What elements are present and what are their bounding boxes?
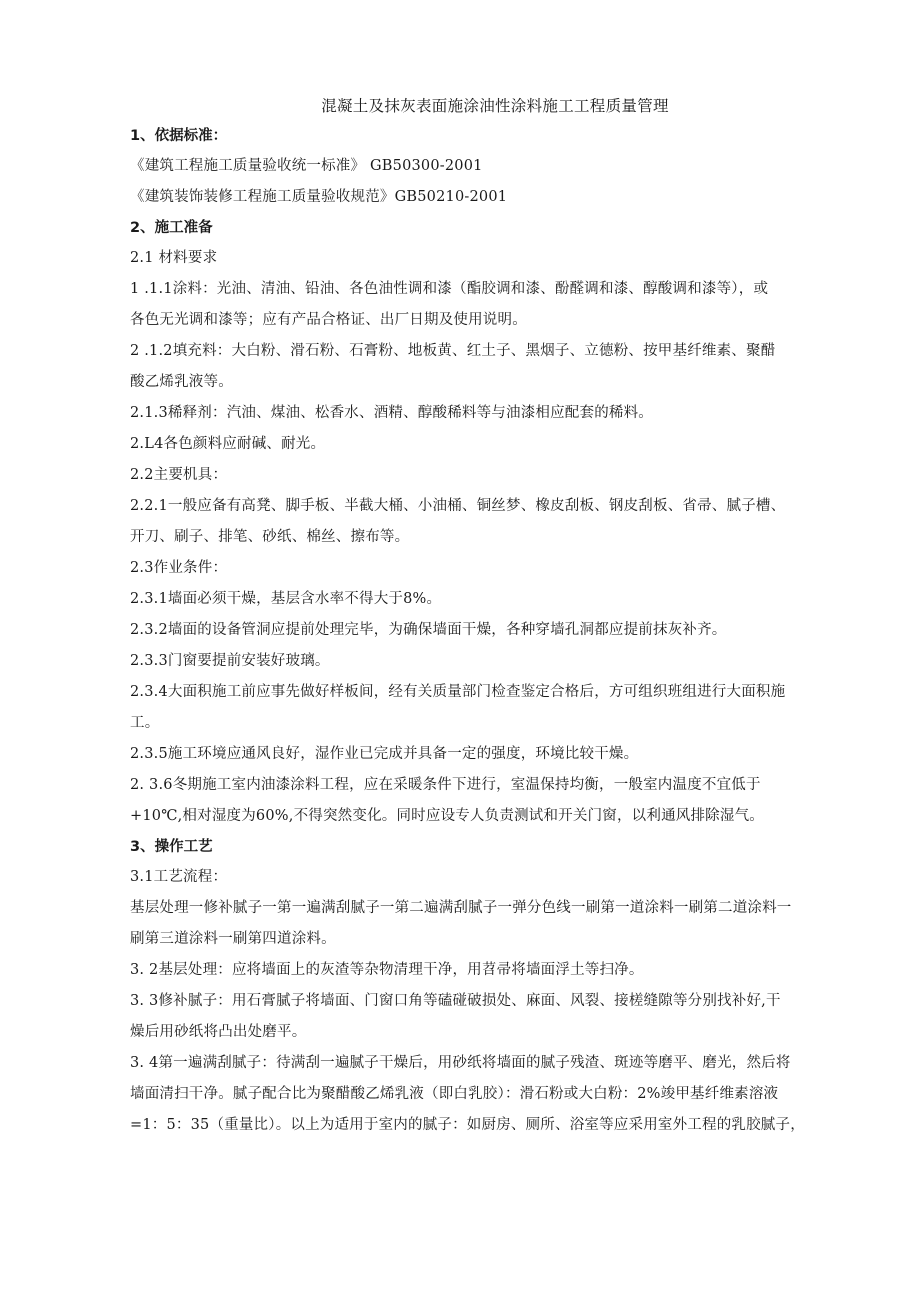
section-3-heading: 3、操作工艺 [130,839,213,855]
paragraph: 2.1.3稀释剂：汽油、煤油、松香水、酒精、醇酸稀料等与油漆相应配套的稀料。 [130,405,653,421]
document-page [130,96,830,1146]
paragraph: 1 .1.1涂料：光油、清油、铅油、各色油性调和漆（酯胶调和漆、酚醛调和漆、醇酸调和漆等），或 各色无光调和漆等；应有产品合格证、出厂日期及使用说明。 [130,281,769,328]
paragraph: 3. 3修补腻子：用石膏腻子将墙面、门窗口角等磕碰破损处、麻面、风裂、接槎缝隙等分别找补好,干 燥后用砂纸将凸出处磨平。 [130,993,781,1040]
paragraph: 2.3作业条件： [130,560,228,576]
paragraph: 《建筑装饰装修工程施工质量验收规范》GB50210-2001 [130,189,508,205]
paragraph: 2.1 材料要求 [130,250,218,266]
paragraph: 3.1工艺流程： [130,869,228,885]
document-title: 混凝土及抹灰表面施涂油性涂料施工工程质量管理 [321,97,669,115]
section-1-heading: 1、依据标准： [130,128,228,144]
paragraph: 3. 4第一遍满刮腻子：待满刮一遍腻子干燥后，用砂纸将墙面的腻子残渣、斑迹等磨平、磨光，然后将 墙面清扫干净。腻子配合比为聚醋酸乙烯乳液（即白乳胶）：滑石粉或大白粉：2%竣甲基纤维素溶液 =1：5：35（重量比）。以上为适用于室内的腻子：如厨房、厕所、浴室等应采用室外工程的乳胶腻子， [130,1055,805,1133]
paragraph: 2.L4各色颜料应耐碱、耐光。 [130,436,326,452]
paragraph: 2.2.1一般应备有高凳、脚手板、半截大桶、小油桶、铜丝梦、橡皮刮板、钢皮刮板、省帚、腻子槽、 开刀、刷子、排笔、砂纸、棉丝、擦布等。 [130,498,786,545]
paragraph: 3. 2基层处理：应将墙面上的灰渣等杂物清理干净，用苕帚将墙面浮土等扫净。 [130,962,644,978]
paragraph: 2. 3.6冬期施工室内油漆涂料工程，应在采暖条件下进行，室温保持均衡，一般室内温度不宜低于 +10℃,相对湿度为60%,不得突然变化。同时应设专人负责测试和开关门窗，以利通风排除湿气。 [130,777,764,824]
paragraph: 2.3.2墙面的设备管洞应提前处理完毕，为确保墙面干燥，各种穿墙孔洞都应提前抹灰补齐。 [130,622,727,638]
paragraph: 2 .1.2填充料：大白粉、滑石粉、石膏粉、地板黄、红土子、黑烟子、立德粉、按甲基纤维素、聚醋 酸乙烯乳液等。 [130,343,776,390]
paragraph: 基层处理一修补腻子一第一遍满刮腻子一第二遍满刮腻子一弹分色线一刷第一道涂料一刷第二道涂料一 刷第三道涂料一刷第四道涂料。 [130,900,792,947]
paragraph: 2.2主要机具： [130,467,228,483]
paragraph: 2.3.5施工环境应通风良好，湿作业已完成并具备一定的强度，环境比较干燥。 [130,746,639,762]
paragraph: 2.3.3门窗要提前安装好玻璃。 [130,653,330,669]
paragraph: 2.3.1墙面必须干燥，基层含水率不得大于8%。 [130,591,442,607]
section-2-heading: 2、施工准备 [130,220,213,236]
paragraph: 《建筑工程施工质量验收统一标准》 GB50300-2001 [130,158,483,174]
paragraph: 2.3.4大面积施工前应事先做好样板间，经有关质量部门检查鉴定合格后，方可组织班组进行大面积施 工。 [130,684,786,731]
